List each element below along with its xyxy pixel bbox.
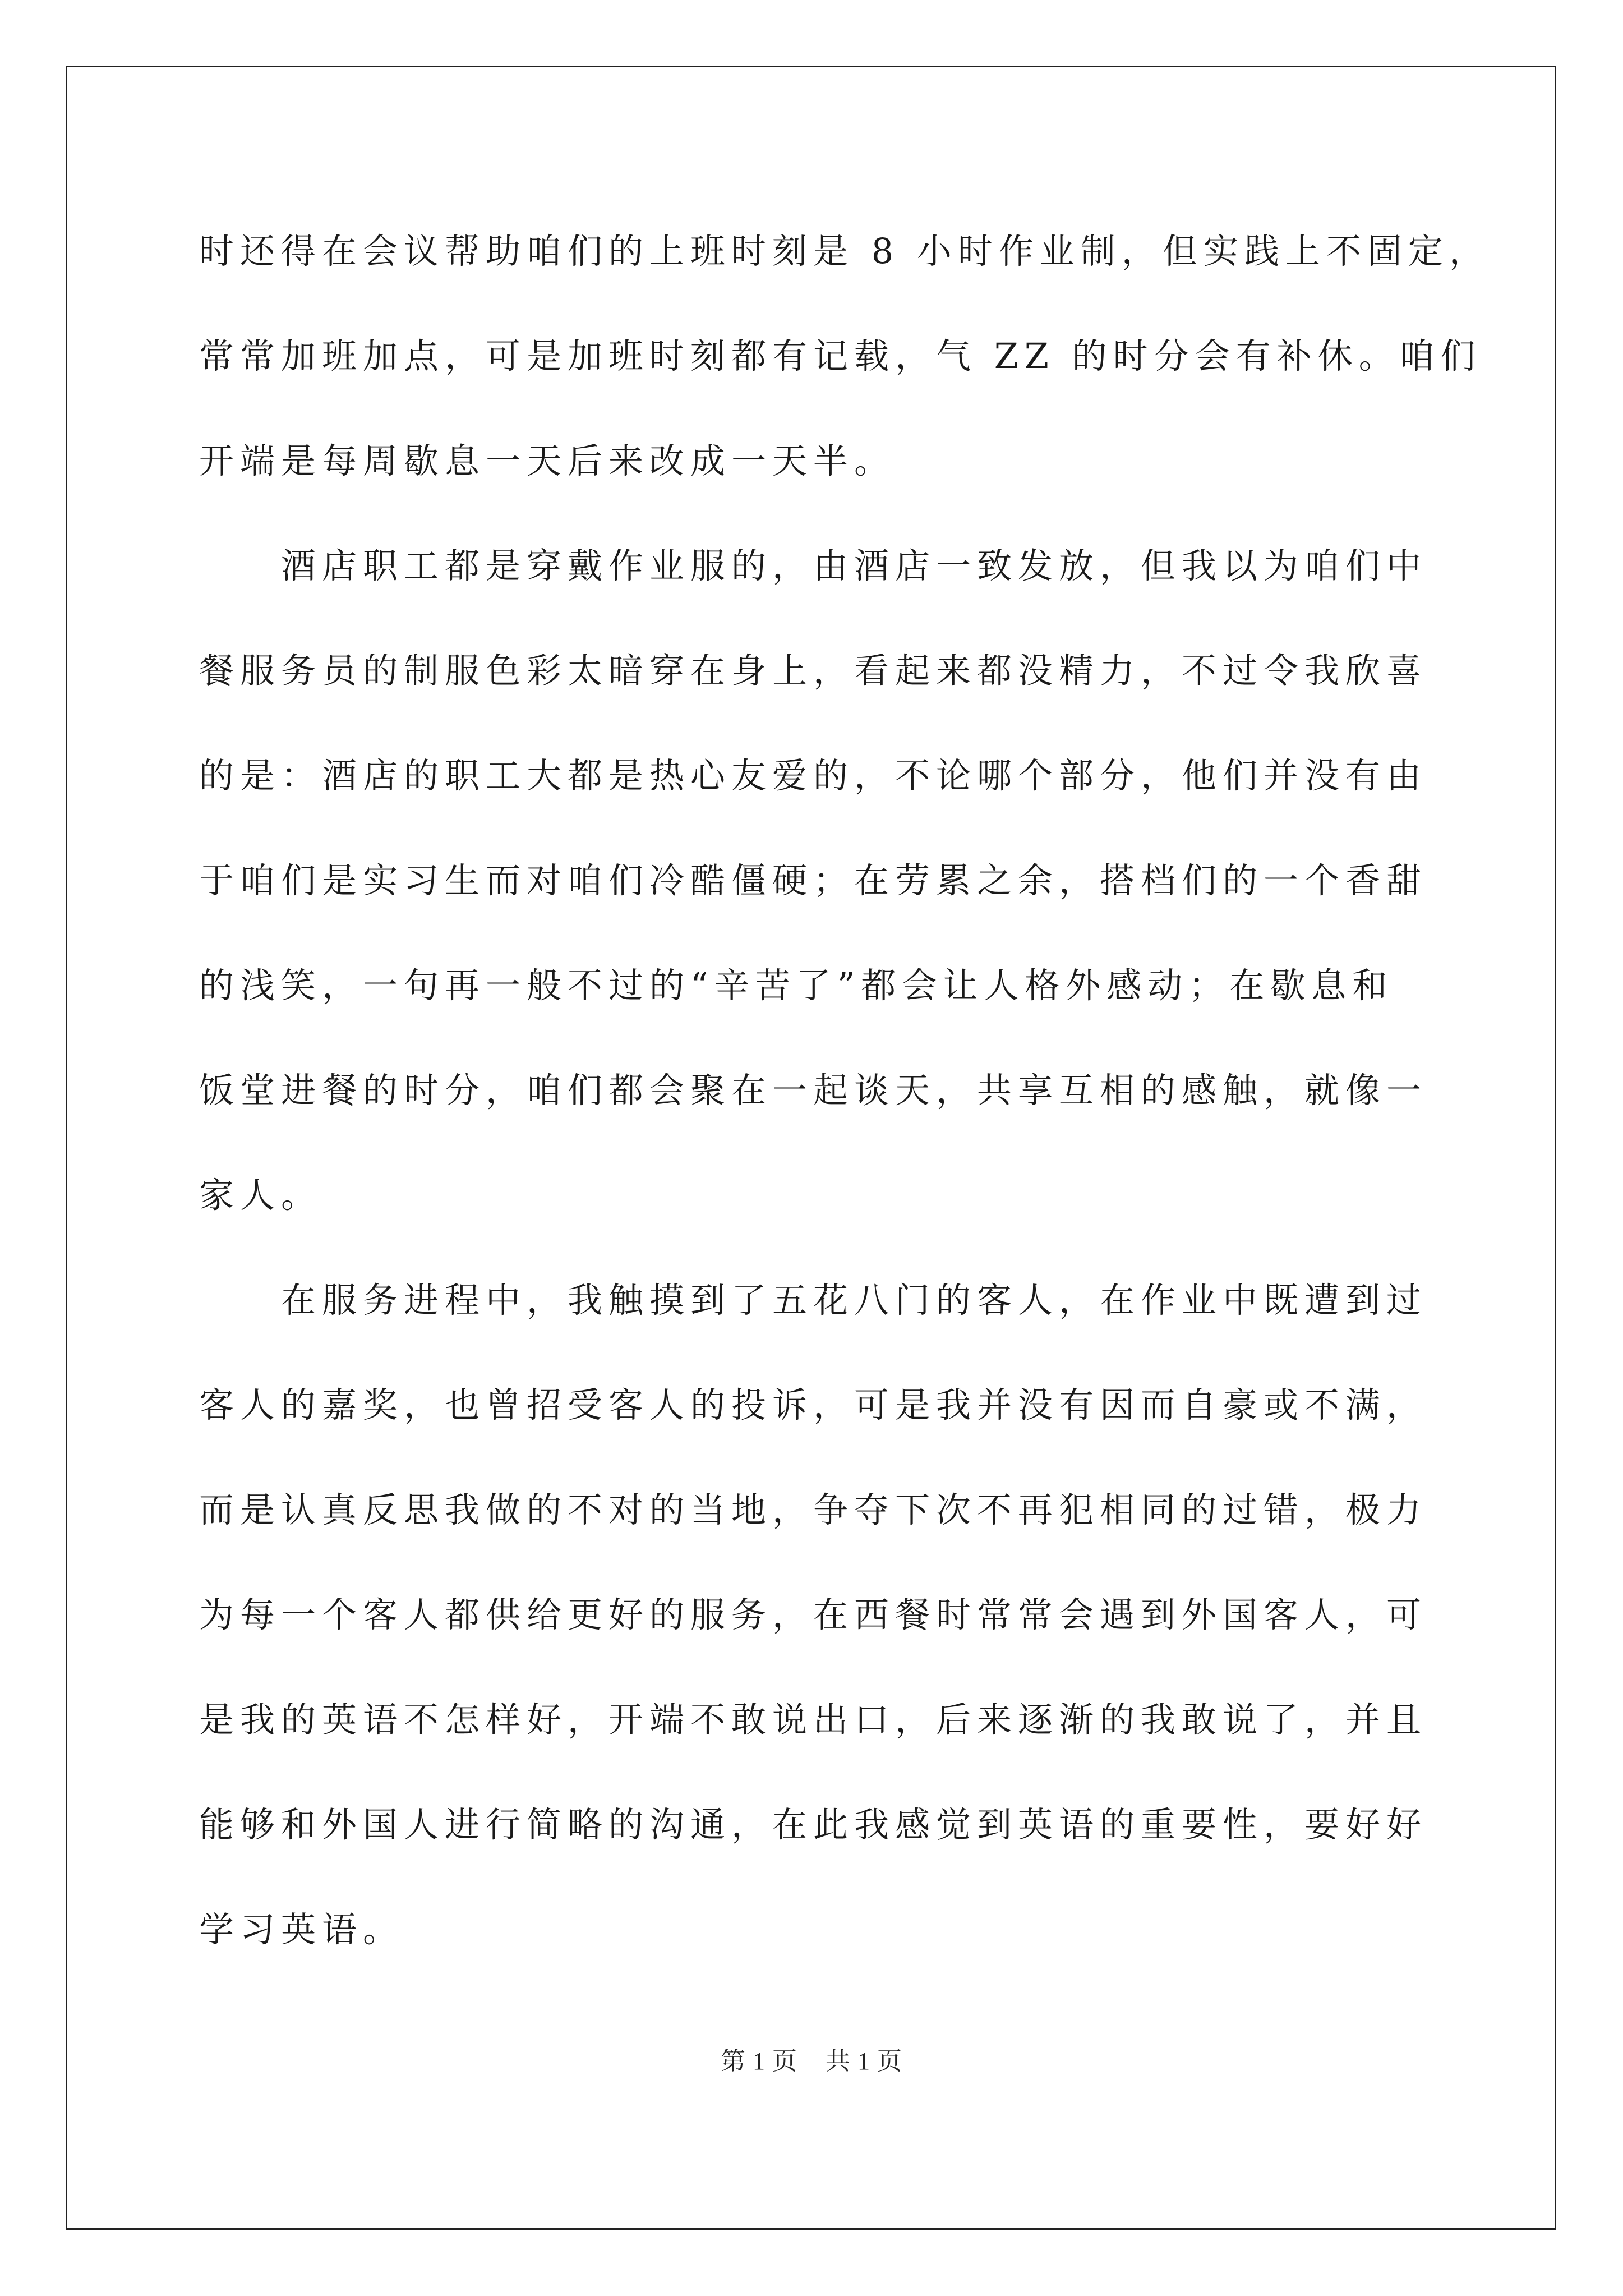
text-line: 于咱们是实习生而对咱们冷酷僵硬；在劳累之余，搭档们的一个香甜 (199, 860, 1428, 901)
page-total: 共 1 页 (826, 2047, 902, 2075)
text-line: 开端是每周歇息一天后来改成一天半。 (199, 440, 896, 481)
text-line: 酒店职工都是穿戴作业服的，由酒店一致发放，但我以为咱们中 (281, 545, 1428, 586)
text-line: 而是认真反思我做的不对的当地，争夺下次不再犯相同的过错，极力 (199, 1489, 1428, 1530)
text-line: 的浅笑，一句再一般不过的“辛苦了”都会让人格外感动；在歇息和 (199, 965, 1394, 1006)
text-line: 家人。 (199, 1175, 322, 1216)
text-line: 是我的英语不怎样好，开端不敢说出口，后来逐渐的我敢说了，并且 (199, 1699, 1428, 1740)
text-line: 时还得在会议帮助咱们的上班时刻是 8 小时作业制，但实践上不固定， (199, 231, 1490, 272)
text-line: 在服务进程中，我触摸到了五花八门的客人，在作业中既遭到过 (281, 1280, 1428, 1320)
text-line: 客人的嘉奖，也曾招受客人的投诉，可是我并没有因而自豪或不满， (199, 1384, 1428, 1425)
text-line: 能够和外国人进行简略的沟通，在此我感觉到英语的重要性，要好好 (199, 1804, 1428, 1845)
text-line: 饭堂进餐的时分，咱们都会聚在一起谈天，共享互相的感触，就像一 (199, 1070, 1428, 1111)
text-line: 常常加班加点，可是加班时刻都有记载，气 ZZ 的时分会有补休。咱们 (199, 335, 1482, 376)
page-number: 第 1 页 (721, 2047, 797, 2075)
text-line: 餐服务员的制服色彩太暗穿在身上，看起来都没精力，不过令我欣喜 (199, 650, 1428, 691)
text-line: 的是：酒店的职工大都是热心友爱的，不论哪个部分，他们并没有由 (199, 755, 1428, 796)
document-body (199, 199, 1490, 1982)
paragraph (199, 1248, 1461, 1982)
text-line: 学习英语。 (199, 1909, 404, 1950)
text-line: 为每一个客人都供给更好的服务，在西餐时常常会遇到外国客人，可 (199, 1594, 1428, 1635)
paragraph (199, 513, 1461, 1248)
paragraph (199, 199, 1490, 513)
page-footer (0, 2041, 1623, 2077)
